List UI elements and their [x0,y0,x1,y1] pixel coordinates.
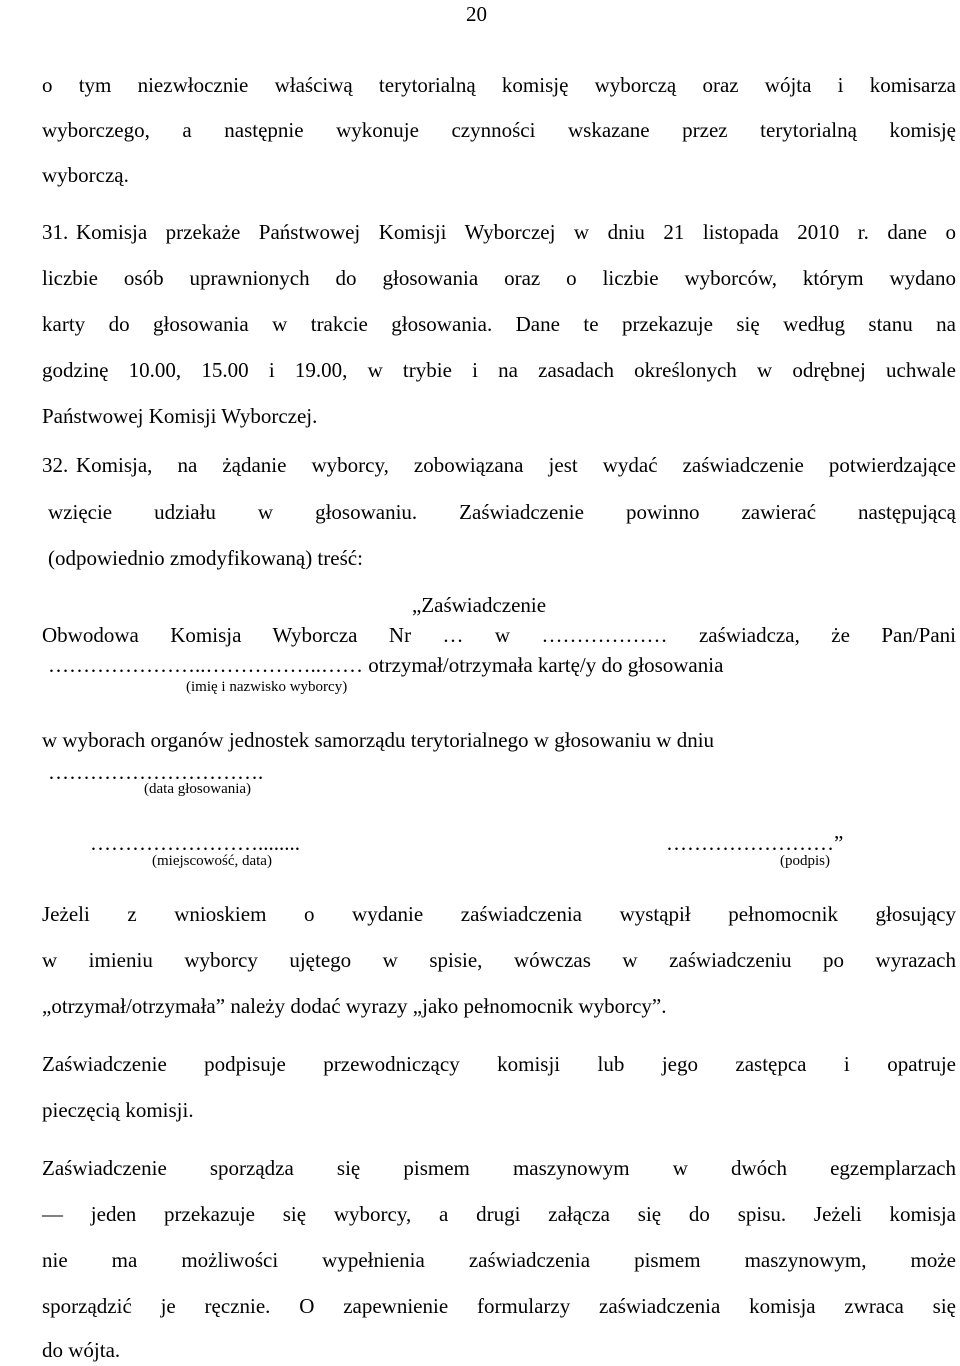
certificate-line: w wyborach organów jednostek samorządu terytorialnego w głosowaniu w dniu [42,728,715,752]
paragraph-sign-line: pieczęcią komisji. [42,1098,194,1122]
paragraph-top-line: wyborczą. [42,163,129,187]
paragraph-proxy-line: „otrzymał/otrzymała” należy dodać wyrazy „jako pełnomocnik wyborcy”. [42,994,667,1018]
item-32-number: 32. [42,453,69,477]
item-31-line: Państwowej Komisji Wyborczej. [42,404,318,428]
page-number: 20 [466,2,487,26]
paragraph-copies-line: Zaświadczenie sporządza się pismem maszynowym w dwóch egzemplarzach [42,1156,956,1180]
item-31-line: godzinę 10.00, 15.00 i 19.00, w trybie i na zasadach określonych w odrębnej uchwale [42,358,956,382]
certificate-title: „Zaświadczenie [412,593,547,617]
certificate-line: …………………..……………..…… otrzymał/otrzymała kartę/y do głosowania [48,653,724,677]
paragraph-proxy-line: w imieniu wyborcy ujętego w spisie, wówczas w zaświadczeniu po wyrazach [42,948,956,972]
paragraph-copies-line: — jeden przekazuje się wyborcy, a drugi załącza się do spisu. Jeżeli komisja [42,1202,956,1226]
paragraph-copies-line: nie ma możliwości wypełnienia zaświadczenia pismem maszynowym, może [42,1248,956,1272]
paragraph-proxy-line: Jeżeli z wnioskiem o wydanie zaświadczenia wystąpił pełnomocnik głosujący [42,902,956,926]
paragraph-copies-line: sporządzić je ręcznie. O zapewnienie formularzy zaświadczenia komisja zwraca się [42,1294,956,1318]
paragraph-copies-line: do wójta. [42,1338,121,1362]
item-32-line: (odpowiednio zmodyfikowaną) treść: [48,546,363,570]
item-31-line: karty do głosowania w trakcie głosowania. Dane te przekazuje się według stanu na [42,312,956,336]
item-31-line: liczbie osób uprawnionych do głosowania oraz o liczbie wyborców, którym wydano [42,266,956,290]
certificate-line: Obwodowa Komisja Wyborcza Nr … w ……………… zaświadcza, że Pan/Pani [42,623,956,647]
item-32-line: Komisja, na żądanie wyborcy, zobowiązana jest wydać zaświadczenie potwierdzające [76,453,956,477]
place-dots: ……………………........ [90,831,300,855]
date-dots: …………………………. [48,760,264,784]
signature-caption: (podpis) [780,853,830,869]
place-caption: (miejscowość, data) [152,853,272,869]
paragraph-top-line: wyborczego, a następnie wykonuje czynności wskazane przez terytorialną komisję [42,118,956,142]
date-caption: (data głosowania) [144,781,252,797]
paragraph-sign-line: Zaświadczenie podpisuje przewodniczący komisji lub jego zastępca i opatruje [42,1052,956,1076]
paragraph-top-line: o tym niezwłocznie właściwą terytorialną komisję wyborczą oraz wójta i komisarza [42,73,956,97]
signature-dots: ……………………” [666,831,844,855]
item-32-line: wzięcie udziału w głosowaniu. Zaświadczenie powinno zawierać następującą [48,500,956,524]
item-31-number: 31. [42,220,69,244]
name-caption: (imię i nazwisko wyborcy) [186,679,348,695]
item-31-line: Komisja przekaże Państwowej Komisji Wyborczej w dniu 21 listopada 2010 r. dane o [76,220,956,244]
